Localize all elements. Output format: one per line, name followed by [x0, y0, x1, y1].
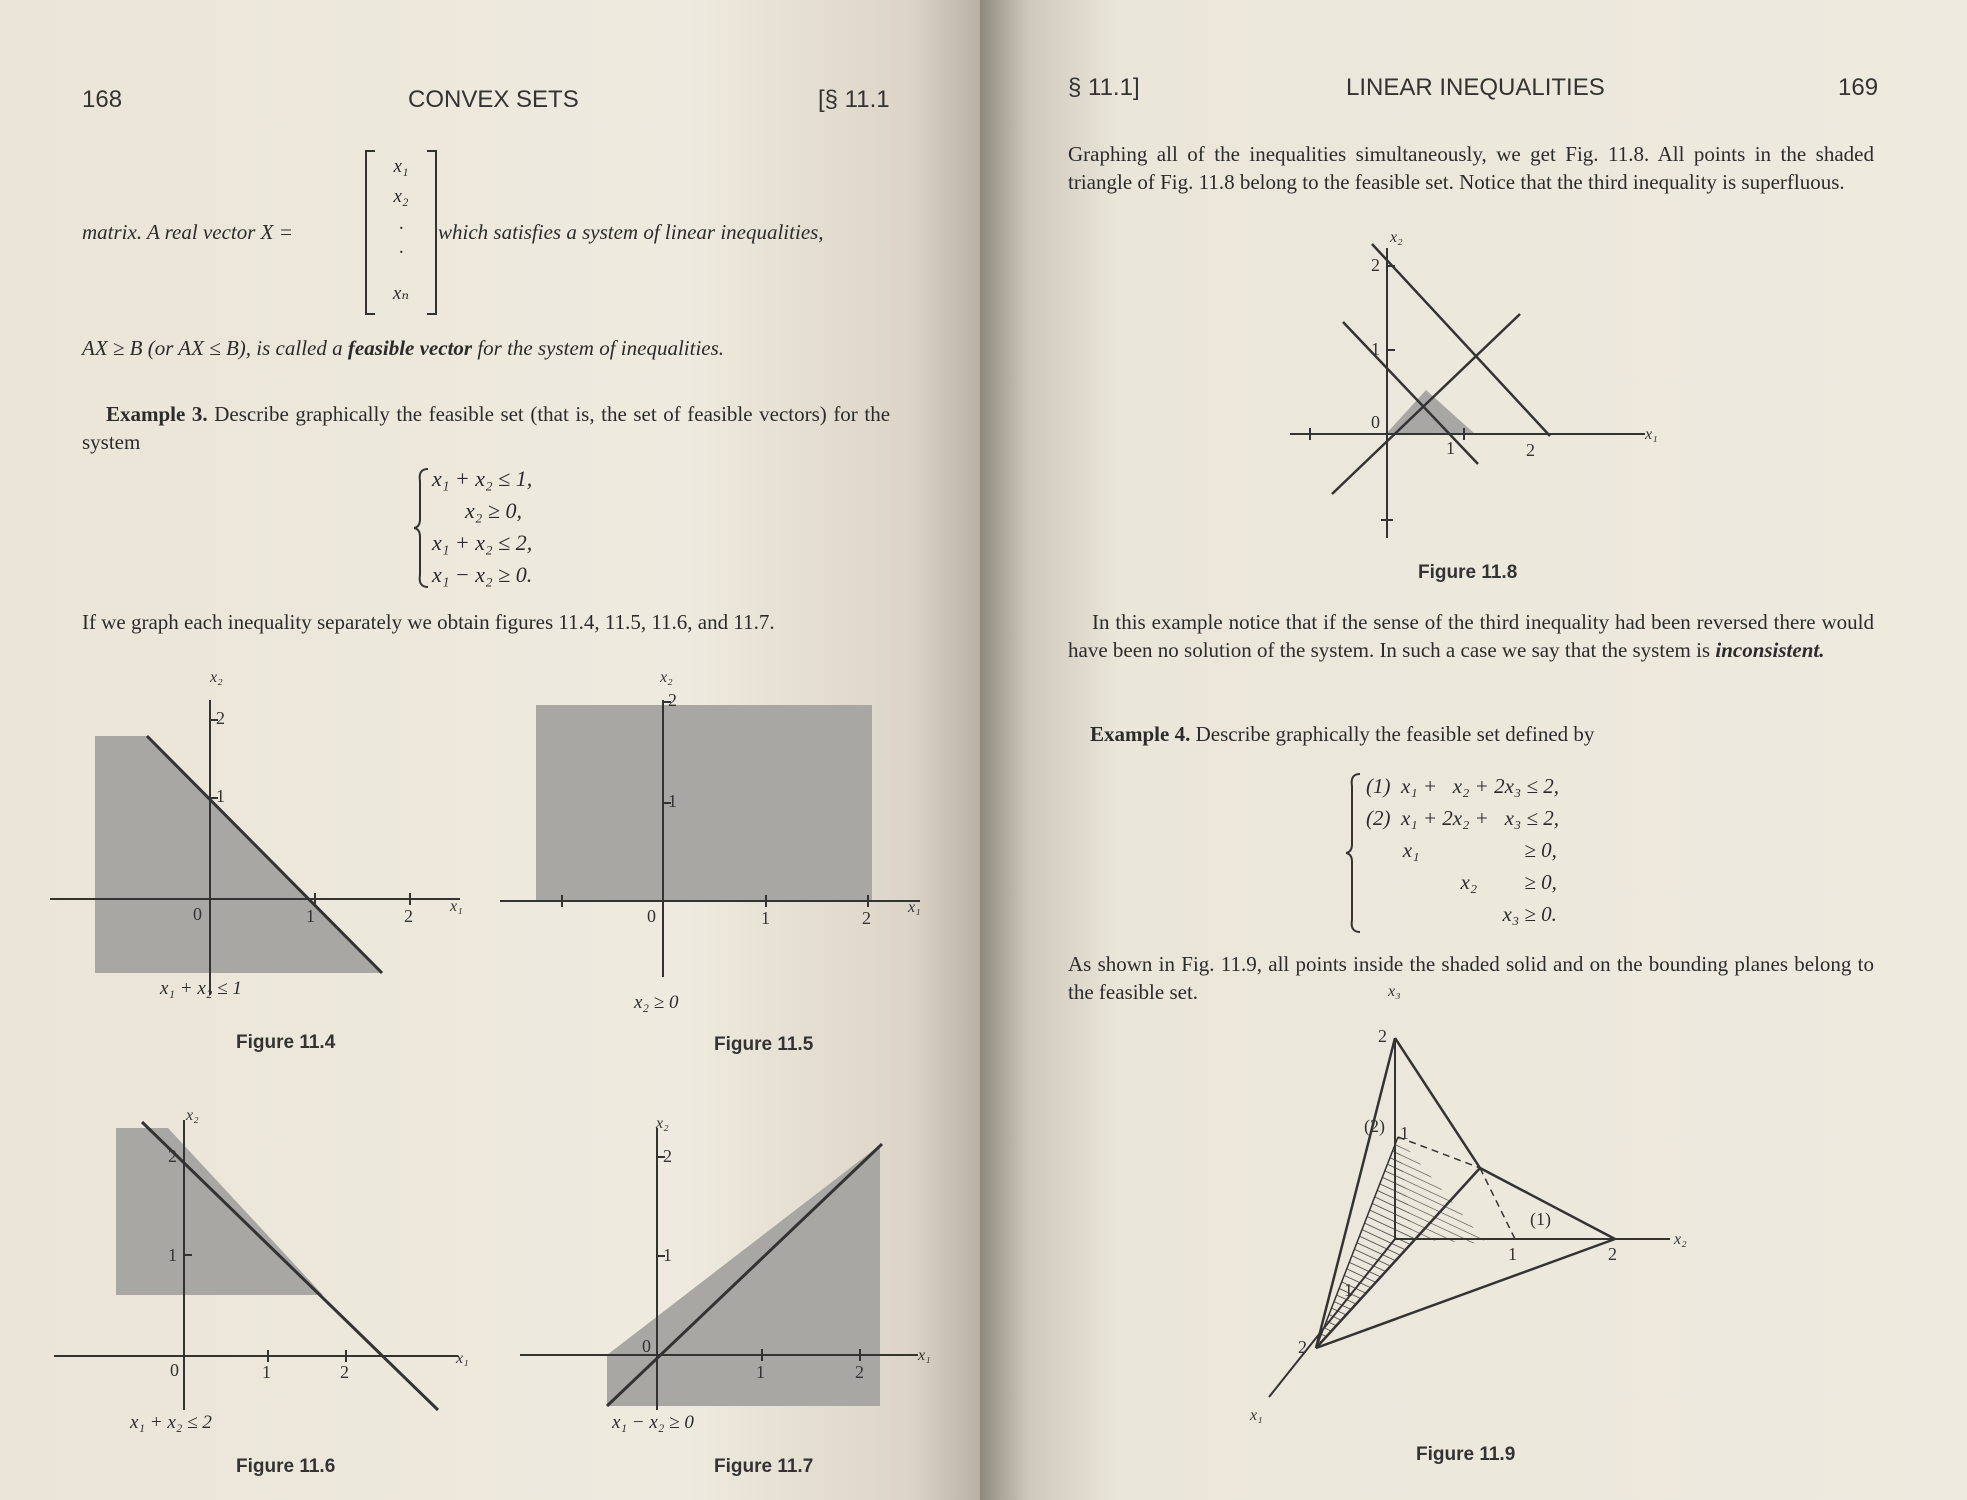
tick-label: 1: [1508, 1244, 1517, 1264]
tick-label: 1: [216, 786, 225, 806]
figure-11-6: [40, 1107, 480, 1500]
x1-axis: [1269, 1239, 1395, 1397]
paragraph-inconsistent: [1068, 608, 1874, 664]
plane-label: (2): [1364, 1116, 1385, 1136]
tick-label: 2: [340, 1362, 349, 1382]
x1-label: x₁: [450, 898, 463, 915]
paragraph-fig9: As shown in Fig. 11.9, all points inside the shaded solid and on the bounding planes belong to the feasible set.: [1068, 952, 1874, 1004]
x2-label: x₂: [1674, 1231, 1687, 1248]
tick-label: 0: [647, 906, 656, 926]
tick-label: 1: [1344, 1280, 1353, 1300]
tick-label: 1: [168, 1245, 177, 1265]
system-row: x₁ + x₂ ≤ 2,: [432, 530, 533, 555]
figure-formula: x₁ + x₂ ≤ 2: [130, 1412, 212, 1433]
example-label: Example 3.: [106, 402, 208, 426]
tick-label: 2: [862, 908, 871, 928]
running-head: LINEAR INEQUALITIES: [1346, 74, 1605, 101]
tick-label: 2: [663, 1146, 672, 1166]
system-row: x₂ ≥ 0,: [1366, 870, 1557, 894]
plane-label: (1): [1530, 1209, 1551, 1229]
definition-line-2: [82, 334, 724, 362]
example-4: [1090, 720, 1594, 748]
example-3: [82, 400, 890, 456]
figure-formula: x₂ ≥ 0: [634, 992, 679, 1013]
feasible-region: [1386, 390, 1475, 434]
line-x1-plus-x2-eq-1: [1343, 322, 1478, 464]
figure-11-9: [1240, 980, 1700, 1450]
x2-label: x₂: [210, 669, 223, 686]
definition-term: feasible vector: [347, 336, 473, 360]
paragraph: If we graph each inequality separately we obtain figures 11.4, 11.5, 11.6, and 11.7.: [82, 610, 775, 634]
figure-formula: x₁ + x₂ ≤ 1: [160, 978, 242, 999]
x2-label: x₂: [1390, 229, 1403, 246]
tick-label: 1: [663, 1245, 672, 1265]
figure-11-8: [1260, 228, 1680, 548]
tick-label: 1: [668, 791, 677, 811]
section-ref: § 11.1]: [1068, 74, 1140, 101]
x1-label: x₁: [908, 899, 921, 916]
tick-label: 1: [1400, 1123, 1409, 1143]
tick-label: 2: [1378, 1026, 1387, 1046]
x2-label: x₂: [186, 1107, 199, 1124]
feasible-region: [95, 736, 382, 973]
brace: [414, 467, 430, 589]
system-row: x₁ − x₂ ≥ 0.: [432, 562, 533, 587]
system-row: (1) x₁ + x₂ + 2x₃ ≤ 2,: [1366, 774, 1559, 798]
tick-label: 1: [262, 1362, 271, 1382]
x1-label: x₁: [918, 1347, 931, 1364]
x1-label: x₁: [1250, 1407, 1263, 1424]
tick-label: 0: [642, 1336, 651, 1356]
running-head: CONVEX SETS: [408, 86, 579, 113]
paragraph-text: In this example notice that if the sense of the third inequality had been reversed there would have been no solution of the system. In such a case we say that the system is: [1068, 610, 1874, 662]
system-row: x₃ ≥ 0.: [1366, 902, 1557, 926]
tick-label: 0: [1371, 412, 1380, 432]
tick-label: 1: [1371, 339, 1380, 359]
feasible-region: [536, 705, 872, 901]
figure-caption: Figure 11.8: [1418, 562, 1518, 583]
x1-label: x₁: [1645, 426, 1658, 443]
intro-paragraph: Graphing all of the inequalities simultaneously, we get Fig. 11.8. All points in the shaded triangle of Fig. 11.8 belong to the feasible set. Notice that the third inequality is superfluous.: [1068, 142, 1874, 194]
tick-label: 2: [1298, 1337, 1307, 1357]
x3-label: x₃: [1388, 983, 1401, 1000]
figure-11-7: [500, 1110, 940, 1500]
tick-label: 1: [306, 906, 315, 926]
figure-caption: Figure 11.9: [1416, 1444, 1516, 1465]
matrix-entry: ·: [398, 218, 404, 239]
tick-label: 0: [193, 904, 202, 924]
tick-label: 2: [1526, 440, 1535, 460]
inequality-system: [412, 463, 532, 591]
tick-label: 1: [761, 908, 770, 928]
figure-caption: Figure 11.4: [236, 1032, 336, 1053]
figure-caption: Figure 11.6: [236, 1456, 336, 1477]
matrix-entry: x₂: [393, 186, 409, 207]
tick-label: 1: [756, 1362, 765, 1382]
inequality-system-4: [1352, 770, 1559, 930]
x1-label: x₁: [456, 1350, 469, 1367]
figure-caption: Figure 11.7: [714, 1456, 814, 1477]
example-label: Example 4.: [1090, 722, 1191, 746]
figure-formula: x₁ − x₂ ≥ 0: [612, 1412, 694, 1433]
definition-line-1b: which satisfies a system of linear inequalities,: [438, 220, 824, 244]
tick-label: 2: [216, 708, 225, 728]
line-x1-plus-x2-eq-2: [1372, 244, 1550, 436]
x2-label: x₂: [660, 669, 673, 686]
figure-11-4: [40, 660, 480, 1060]
matrix-entry: xₙ: [392, 283, 410, 304]
section-ref: [§ 11.1: [818, 86, 890, 113]
example-text: Describe graphically the feasible set (that is, the set of feasible vectors) for the system: [82, 402, 891, 454]
vector-matrix: [365, 150, 437, 315]
inconsistent-term: inconsistent.: [1715, 638, 1825, 662]
x2-label: x₂: [656, 1115, 669, 1132]
tick-label: 2: [855, 1362, 864, 1382]
tick-label: 2: [404, 906, 413, 926]
tick-label: 1: [1446, 438, 1455, 458]
figure-11-5: [500, 660, 940, 1060]
tick-label: 2: [1608, 1244, 1617, 1264]
page-number: 168: [82, 86, 123, 113]
system-row: x₂ ≥ 0,: [432, 498, 522, 523]
matrix-entry: ·: [398, 242, 404, 263]
left-page: [0, 0, 980, 1500]
tick-label: 0: [170, 1360, 179, 1380]
definition-text: for the system of inequalities.: [477, 336, 725, 360]
definition-line-1a: matrix. A real vector X =: [82, 220, 293, 244]
system-row: x₁ + x₂ ≤ 1,: [432, 466, 533, 491]
figure-caption: Figure 11.5: [714, 1034, 814, 1055]
tick-label: 2: [668, 690, 677, 710]
brace: [1346, 772, 1362, 934]
page-number: 169: [1838, 74, 1879, 101]
tick-label: 2: [1371, 255, 1380, 275]
system-row: x₁ ≥ 0,: [1366, 838, 1557, 862]
right-page: [980, 0, 1967, 1500]
example-text: Describe graphically the feasible set defined by: [1195, 722, 1595, 746]
definition-text: AX ≥ B (or AX ≤ B), is called a: [82, 336, 343, 360]
tick-label: 2: [168, 1146, 177, 1166]
matrix-entry: x₁: [393, 156, 409, 177]
system-row: (2) x₁ + 2x₂ + x₃ ≤ 2,: [1366, 806, 1559, 830]
